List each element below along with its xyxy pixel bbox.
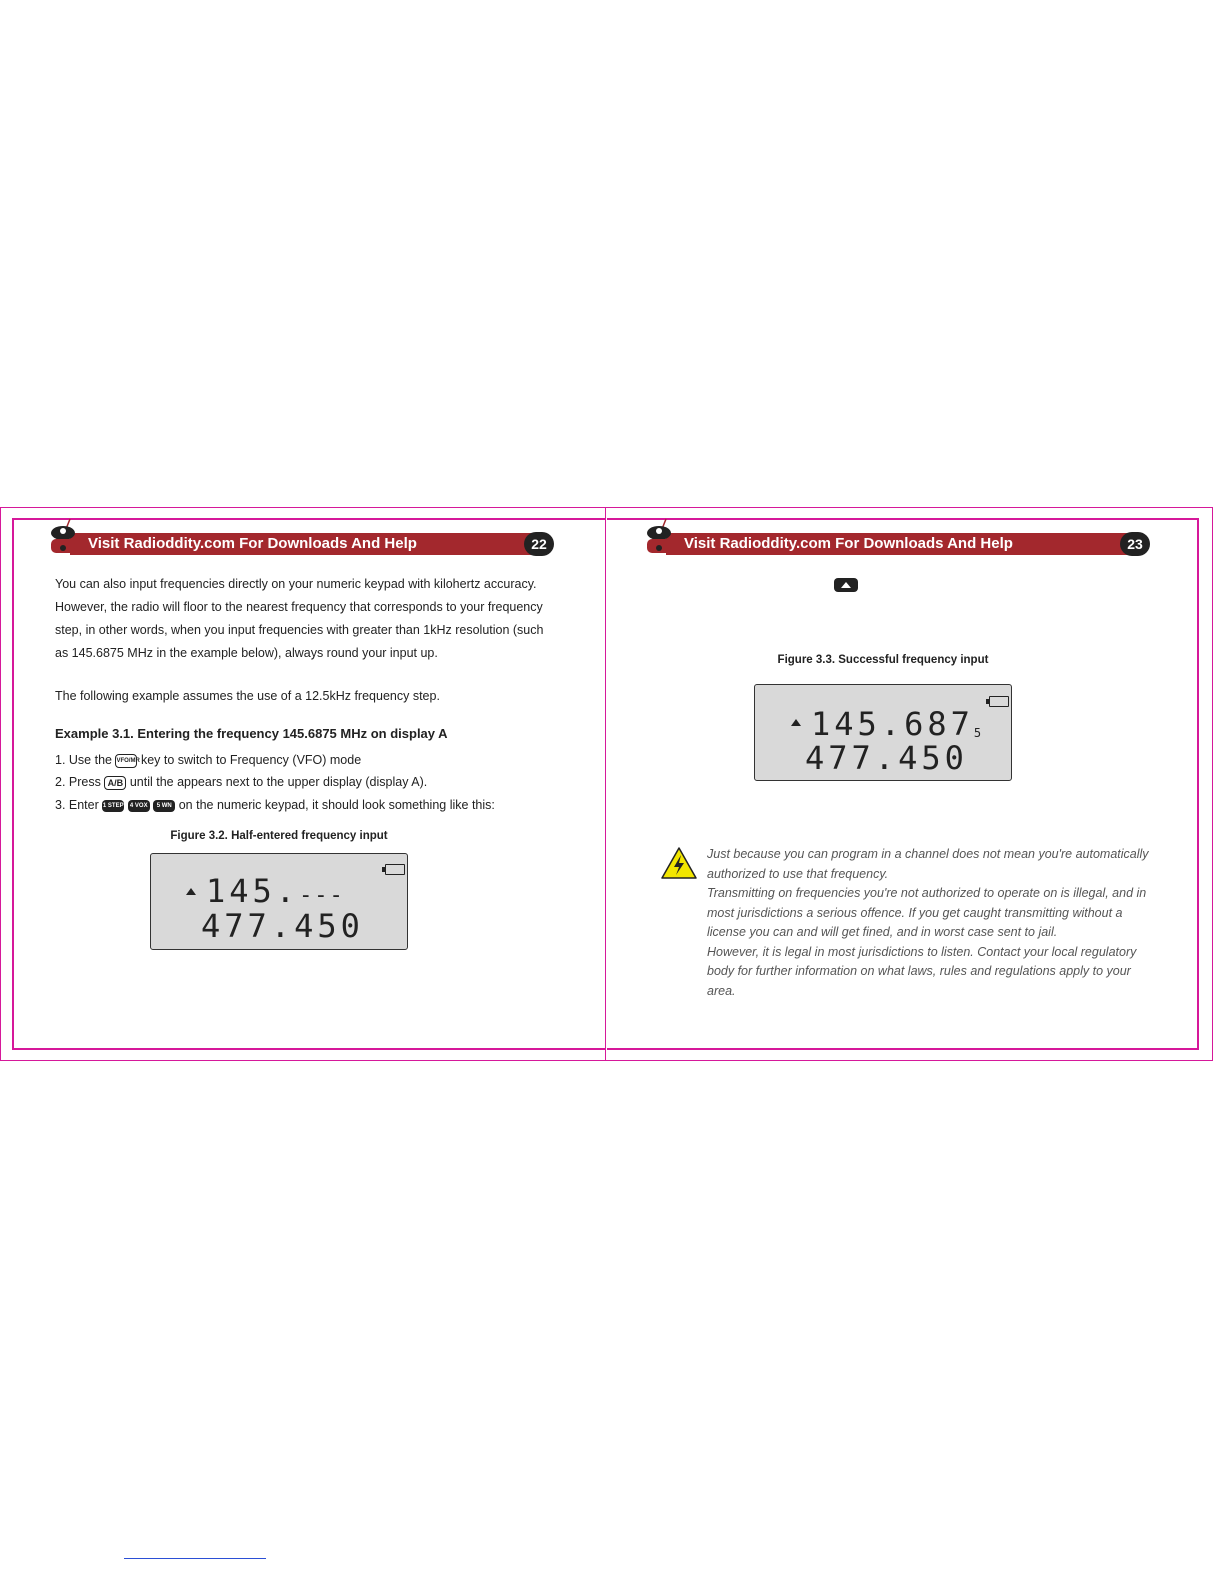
warning-line: Just because you can program in a channel does not mean you're automatically bbox=[707, 847, 1149, 861]
radioddity-mascot-icon bbox=[48, 517, 82, 555]
step-1-suffix: key to switch to Frequency (VFO) mode bbox=[140, 753, 362, 767]
intro-line: You can also input frequencies directly on your numeric keypad with kilohertz accuracy. bbox=[55, 577, 537, 591]
right-page-header bbox=[644, 533, 1152, 555]
warning-line: Transmitting on frequencies you're not authorized to operate on is illegal, and in bbox=[707, 886, 1147, 900]
warning-line: body for further information on what laws, rules and regulations apply to your bbox=[707, 964, 1131, 978]
step-3-suffix: on the numeric keypad, it should look something like this: bbox=[178, 798, 495, 812]
footnote-rule bbox=[124, 1558, 266, 1559]
battery-icon bbox=[989, 696, 1009, 707]
lcd-line-1-digits: 145. bbox=[206, 872, 300, 910]
warning-line: license you can and will get fined, and in worst case sent to jail. bbox=[707, 925, 1058, 939]
step-2-suffix: until the appears next to the upper display (display A). bbox=[129, 775, 428, 789]
lcd-display-half-entered bbox=[150, 853, 408, 950]
left-page-header bbox=[48, 533, 556, 555]
step-2-prefix: 2. Press bbox=[55, 775, 101, 789]
step-1 bbox=[55, 753, 361, 768]
intro-line: as 145.6875 MHz in the example below), always round your input up. bbox=[55, 646, 438, 660]
lcd-line-1-small-digit: 5 bbox=[973, 726, 982, 740]
radioddity-mascot-icon bbox=[644, 517, 678, 555]
display-a-indicator-icon bbox=[791, 719, 801, 726]
warning-line: However, it is legal in most jurisdictions to listen. Contact your local regulatory bbox=[707, 944, 1137, 959]
page-divider bbox=[605, 507, 606, 1061]
warning-line: area. bbox=[707, 983, 736, 998]
step-1-prefix: 1. Use the bbox=[55, 753, 112, 767]
page-number: 23 bbox=[1120, 532, 1150, 556]
intro-line: However, the radio will floor to the nearest frequency that corresponds to your frequency bbox=[55, 600, 543, 614]
page-number: 22 bbox=[524, 532, 554, 556]
key-1-step-icon: 1 STEP bbox=[102, 800, 124, 812]
figure-caption-3-2: Figure 3.2. Half-entered frequency input bbox=[170, 830, 388, 842]
header-title: Visit Radioddity.com For Downloads And Help bbox=[684, 535, 1013, 552]
intro-line: step, in other words, when you input frequencies with greater than 1kHz resolution (such bbox=[55, 623, 544, 637]
intro-paragraph bbox=[55, 573, 575, 665]
vfo-mr-key-icon: VFO/MR bbox=[115, 754, 137, 768]
warning-line: most jurisdictions a serious offence. If you get caught transmitting without a bbox=[707, 905, 1123, 920]
step-2 bbox=[55, 775, 427, 790]
ab-key-icon: A/B bbox=[104, 776, 126, 790]
step-3 bbox=[55, 798, 495, 812]
header-title: Visit Radioddity.com For Downloads And Help bbox=[88, 535, 417, 552]
warning-line: authorized to use that frequency. bbox=[707, 866, 889, 881]
lcd-display-successful bbox=[754, 684, 1012, 781]
key-4-vox-icon: 4 VOX bbox=[128, 800, 150, 812]
lcd-line-1-digits: 145.687 bbox=[811, 705, 974, 743]
key-5-wn-icon: 5 WN bbox=[153, 800, 175, 812]
battery-icon bbox=[385, 864, 405, 875]
lcd-line-2: 477.450 bbox=[805, 739, 968, 777]
lcd-line-2: 477.450 bbox=[201, 907, 364, 945]
figure-caption-3-3: Figure 3.3. Successful frequency input bbox=[777, 654, 989, 666]
warning-lightning-icon bbox=[660, 846, 698, 880]
step-3-prefix: 3. Enter bbox=[55, 798, 99, 812]
assumption-text: The following example assumes the use of a 12.5kHz frequency step. bbox=[55, 689, 440, 703]
example-heading: Example 3.1. Entering the frequency 145.6875 MHz on display A bbox=[55, 726, 448, 741]
display-a-indicator-icon bbox=[186, 888, 196, 895]
up-arrow-key-icon bbox=[834, 578, 858, 592]
lcd-line-1-dashes: --- bbox=[299, 883, 345, 908]
legal-warning bbox=[707, 845, 1177, 1001]
